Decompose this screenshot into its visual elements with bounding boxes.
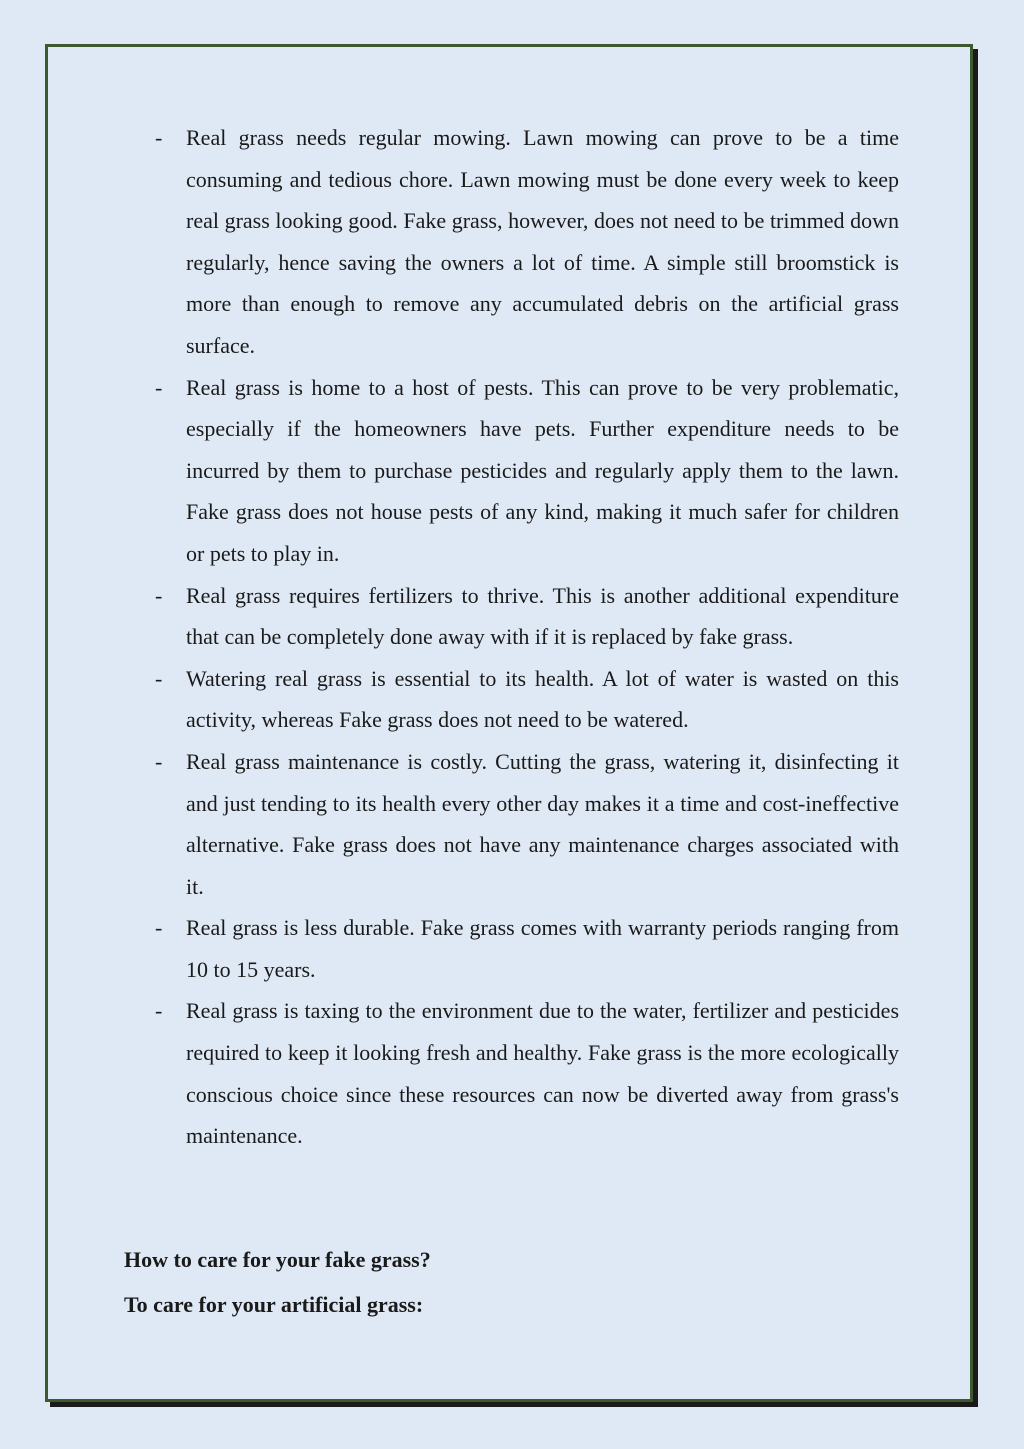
- bullet-text: Real grass requires fertilizers to thrive. This is another additional expenditure that can be completely done away with if it is replaced by fake grass.: [186, 582, 899, 650]
- bullet-marker: -: [155, 998, 163, 1024]
- bullet-text: Real grass needs regular mowing. Lawn mowing can prove to be a time consuming and tedious chore. Lawn mowing must be done every week to keep real grass looking good. Fake grass, however, does not need to be trimmed down regularly, hence saving the owners a lot of time. A simple still broomstick is more than enough to remove any accumulated debris on the artificial grass surface.: [186, 125, 899, 358]
- bullet-text: Real grass maintenance is costly. Cutting the grass, watering it, disinfecting it and just tending to its health every other day makes it a time and cost-ineffective alternative. Fake grass does not have any maintenance charges associated with it.: [186, 748, 899, 899]
- list-item: [155, 741, 899, 907]
- bullet-text: Real grass is less durable. Fake grass comes with warranty periods ranging from 10 to 15 years.: [186, 915, 899, 982]
- bullet-marker: -: [155, 665, 163, 691]
- list-item: [155, 907, 899, 990]
- list-item: [155, 117, 899, 367]
- bullet-marker: -: [155, 125, 163, 150]
- list-item: [155, 990, 899, 1156]
- bullet-marker: -: [155, 748, 163, 774]
- bullet-text: Watering real grass is essential to its health. A lot of water is wasted on this activity, whereas Fake grass does not need to be watered.: [186, 665, 899, 733]
- care-question-heading: How to care for your fake grass?: [124, 1247, 431, 1272]
- bullet-marker: -: [155, 374, 163, 400]
- list-item: [155, 575, 899, 658]
- list-item: [155, 367, 899, 575]
- bullet-marker: -: [155, 915, 163, 941]
- list-item: [155, 658, 899, 741]
- care-intro-heading: To care for your artificial grass:: [124, 1292, 424, 1317]
- comparison-bullet-list: [155, 117, 899, 1157]
- bullet-text: Real grass is taxing to the environment due to the water, fertilizer and pesticides required to keep it looking fresh and healthy. Fake grass is the more ecologically conscious choice since these resources can now be diverted away from grass's maintenance.: [186, 998, 899, 1149]
- bullet-text: Real grass is home to a host of pests. This can prove to be very problematic, especially if the homeowners have pets. Further expenditure needs to be incurred by them to purchase pesticides and regularly apply them to the lawn. Fake grass does not house pests of any kind, making it much safer for children or pets to play in.: [186, 374, 899, 566]
- bullet-marker: -: [155, 582, 163, 608]
